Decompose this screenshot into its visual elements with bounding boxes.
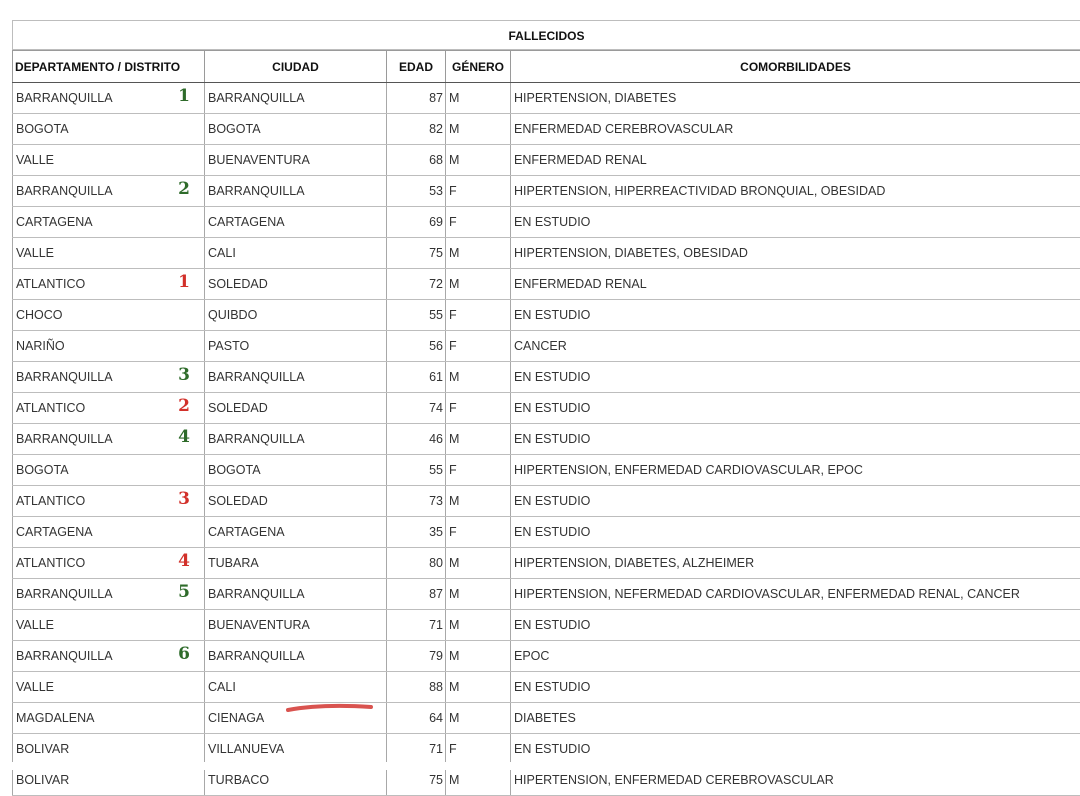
header-comorbilidades: COMORBILIDADES [511, 51, 1080, 83]
header-ciudad: CIUDAD [205, 51, 387, 83]
cell-ciudad: TURBACO [205, 765, 387, 796]
cell-departamento [13, 269, 205, 300]
departamento-label: CHOCO [16, 308, 63, 322]
handwritten-count-mark: 1 [178, 269, 190, 298]
handwritten-count-mark: 5 [178, 579, 190, 608]
table-row [13, 331, 1080, 362]
cell-comorbilidades: EN ESTUDIO [511, 734, 1080, 765]
cell-ciudad: BOGOTA [205, 455, 387, 486]
cell-edad: 68 [387, 145, 446, 176]
table-row [13, 238, 1080, 269]
cell-comorbilidades: EN ESTUDIO [511, 610, 1080, 641]
cell-genero: M [446, 362, 511, 393]
table-row [13, 672, 1080, 703]
table-row [13, 610, 1080, 641]
header-row [13, 51, 1080, 83]
cell-departamento [13, 145, 205, 176]
cell-ciudad: CIENAGA [205, 703, 387, 734]
table-row [13, 734, 1080, 765]
departamento-label: BOLIVAR [16, 773, 69, 787]
departamento-label: ATLANTICO [16, 494, 85, 508]
cell-ciudad: BARRANQUILLA [205, 641, 387, 672]
cell-genero: M [446, 703, 511, 734]
departamento-label: NARIÑO [16, 339, 65, 353]
cell-comorbilidades: EN ESTUDIO [511, 300, 1080, 331]
cell-edad: 71 [387, 734, 446, 765]
cell-genero: M [446, 765, 511, 796]
handwritten-count-mark: 1 [178, 83, 190, 112]
cell-genero: F [446, 734, 511, 765]
cell-ciudad: PASTO [205, 331, 387, 362]
cell-departamento [13, 548, 205, 579]
cell-edad: 69 [387, 207, 446, 238]
header-departamento: DEPARTAMENTO / DISTRITO [13, 51, 205, 83]
cell-edad: 79 [387, 641, 446, 672]
cell-departamento [13, 486, 205, 517]
departamento-label: BARRANQUILLA [16, 184, 113, 198]
cell-ciudad: CARTAGENA [205, 517, 387, 548]
table-row [13, 548, 1080, 579]
cell-edad: 87 [387, 579, 446, 610]
table-body [13, 83, 1080, 796]
cell-departamento [13, 83, 205, 114]
cell-departamento [13, 393, 205, 424]
departamento-label: ATLANTICO [16, 401, 85, 415]
cell-ciudad: BUENAVENTURA [205, 145, 387, 176]
departamento-label: ATLANTICO [16, 556, 85, 570]
cell-ciudad: BARRANQUILLA [205, 362, 387, 393]
table-row [13, 455, 1080, 486]
cell-departamento [13, 331, 205, 362]
cell-edad: 72 [387, 269, 446, 300]
table-row [13, 703, 1080, 734]
handwritten-count-mark: 2 [178, 176, 190, 205]
cell-genero: M [446, 548, 511, 579]
cell-genero: M [446, 83, 511, 114]
departamento-label: BARRANQUILLA [16, 649, 113, 663]
cell-genero: M [446, 641, 511, 672]
cell-departamento [13, 424, 205, 455]
table-row [13, 424, 1080, 455]
cell-comorbilidades: HIPERTENSION, DIABETES [511, 83, 1080, 114]
cell-edad: 71 [387, 610, 446, 641]
cell-departamento [13, 362, 205, 393]
table-row [13, 393, 1080, 424]
image-edge [0, 762, 1080, 770]
table-row [13, 207, 1080, 238]
cell-departamento [13, 114, 205, 145]
cell-comorbilidades: DIABETES [511, 703, 1080, 734]
departamento-label: VALLE [16, 246, 54, 260]
cell-genero: M [446, 238, 511, 269]
table-row [13, 517, 1080, 548]
cell-comorbilidades: HIPERTENSION, HIPERREACTIVIDAD BRONQUIAL, OBESIDAD [511, 176, 1080, 207]
cell-comorbilidades: EPOC [511, 641, 1080, 672]
spreadsheet [12, 20, 1080, 796]
cell-edad: 82 [387, 114, 446, 145]
cell-edad: 88 [387, 672, 446, 703]
cell-comorbilidades: EN ESTUDIO [511, 362, 1080, 393]
cell-ciudad: QUIBDO [205, 300, 387, 331]
table-row [13, 145, 1080, 176]
cell-departamento [13, 176, 205, 207]
cell-comorbilidades: ENFERMEDAD RENAL [511, 269, 1080, 300]
cell-ciudad: BARRANQUILLA [205, 83, 387, 114]
cell-departamento [13, 238, 205, 269]
cell-genero: F [446, 300, 511, 331]
departamento-label: BOLIVAR [16, 742, 69, 756]
cell-ciudad: CARTAGENA [205, 207, 387, 238]
cell-edad: 80 [387, 548, 446, 579]
cell-ciudad: TUBARA [205, 548, 387, 579]
deaths-table [12, 50, 1080, 796]
cell-comorbilidades: EN ESTUDIO [511, 672, 1080, 703]
cell-genero: M [446, 114, 511, 145]
cell-departamento [13, 579, 205, 610]
cell-edad: 75 [387, 238, 446, 269]
departamento-label: BARRANQUILLA [16, 432, 113, 446]
cell-departamento [13, 672, 205, 703]
handwritten-count-mark: 4 [178, 548, 190, 577]
departamento-label: BARRANQUILLA [16, 91, 113, 105]
table-row [13, 300, 1080, 331]
cell-ciudad: BARRANQUILLA [205, 579, 387, 610]
table-row [13, 486, 1080, 517]
cell-genero: F [446, 176, 511, 207]
cell-comorbilidades: HIPERTENSION, DIABETES, ALZHEIMER [511, 548, 1080, 579]
cell-edad: 46 [387, 424, 446, 455]
departamento-label: VALLE [16, 680, 54, 694]
departamento-label: BARRANQUILLA [16, 370, 113, 384]
cell-comorbilidades: EN ESTUDIO [511, 207, 1080, 238]
cell-genero: F [446, 207, 511, 238]
cell-comorbilidades: EN ESTUDIO [511, 424, 1080, 455]
cell-genero: M [446, 269, 511, 300]
cell-genero: M [446, 145, 511, 176]
cell-ciudad: SOLEDAD [205, 393, 387, 424]
cell-departamento [13, 703, 205, 734]
cell-edad: 61 [387, 362, 446, 393]
departamento-label: VALLE [16, 618, 54, 632]
cell-comorbilidades: EN ESTUDIO [511, 393, 1080, 424]
table-title: FALLECIDOS [12, 20, 1080, 50]
cell-comorbilidades: ENFERMEDAD CEREBROVASCULAR [511, 114, 1080, 145]
cell-edad: 74 [387, 393, 446, 424]
table-row [13, 269, 1080, 300]
departamento-label: ATLANTICO [16, 277, 85, 291]
departamento-label: BARRANQUILLA [16, 587, 113, 601]
cell-comorbilidades: CANCER [511, 331, 1080, 362]
table-row [13, 579, 1080, 610]
cell-genero: F [446, 393, 511, 424]
cell-genero: M [446, 579, 511, 610]
handwritten-count-mark: 6 [178, 641, 190, 670]
departamento-label: MAGDALENA [16, 711, 95, 725]
table-row [13, 176, 1080, 207]
header-edad: EDAD [387, 51, 446, 83]
cell-departamento [13, 300, 205, 331]
cell-edad: 64 [387, 703, 446, 734]
departamento-label: CARTAGENA [16, 215, 93, 229]
departamento-label: CARTAGENA [16, 525, 93, 539]
red-underline-annotation [285, 700, 377, 716]
departamento-label: VALLE [16, 153, 54, 167]
cell-departamento [13, 641, 205, 672]
handwritten-count-mark: 3 [178, 486, 190, 515]
handwritten-count-mark: 3 [178, 362, 190, 391]
cell-departamento [13, 517, 205, 548]
cell-ciudad: BOGOTA [205, 114, 387, 145]
cell-genero: F [446, 517, 511, 548]
cell-comorbilidades: HIPERTENSION, NEFERMEDAD CARDIOVASCULAR, ENFERMEDAD RENAL, CANCER [511, 579, 1080, 610]
cell-ciudad: SOLEDAD [205, 486, 387, 517]
cell-comorbilidades: ENFERMEDAD RENAL [511, 145, 1080, 176]
cell-ciudad: BUENAVENTURA [205, 610, 387, 641]
header-genero: GÉNERO [446, 51, 511, 83]
departamento-label: BOGOTA [16, 122, 69, 136]
cell-ciudad: BARRANQUILLA [205, 424, 387, 455]
cell-genero: F [446, 455, 511, 486]
cell-genero: F [446, 331, 511, 362]
cell-edad: 75 [387, 765, 446, 796]
cell-genero: M [446, 424, 511, 455]
cell-edad: 73 [387, 486, 446, 517]
cell-comorbilidades: HIPERTENSION, ENFERMEDAD CEREBROVASCULAR [511, 765, 1080, 796]
cell-ciudad: SOLEDAD [205, 269, 387, 300]
cell-genero: M [446, 486, 511, 517]
cell-edad: 55 [387, 455, 446, 486]
cell-comorbilidades: HIPERTENSION, DIABETES, OBESIDAD [511, 238, 1080, 269]
departamento-label: BOGOTA [16, 463, 69, 477]
cell-edad: 53 [387, 176, 446, 207]
cell-comorbilidades: EN ESTUDIO [511, 486, 1080, 517]
table-row [13, 114, 1080, 145]
cell-departamento [13, 734, 205, 765]
cell-departamento [13, 610, 205, 641]
table-row [13, 641, 1080, 672]
cell-edad: 87 [387, 83, 446, 114]
cell-departamento [13, 207, 205, 238]
cell-departamento [13, 455, 205, 486]
cell-edad: 55 [387, 300, 446, 331]
cell-ciudad: CALI [205, 238, 387, 269]
cell-comorbilidades: HIPERTENSION, ENFERMEDAD CARDIOVASCULAR, EPOC [511, 455, 1080, 486]
cell-genero: M [446, 610, 511, 641]
cell-ciudad: VILLANUEVA [205, 734, 387, 765]
handwritten-count-mark: 4 [178, 424, 190, 453]
cell-ciudad: CALI [205, 672, 387, 703]
cell-edad: 56 [387, 331, 446, 362]
cell-genero: M [446, 672, 511, 703]
cell-comorbilidades: EN ESTUDIO [511, 517, 1080, 548]
cell-ciudad: BARRANQUILLA [205, 176, 387, 207]
table-row [13, 83, 1080, 114]
table-row [13, 362, 1080, 393]
handwritten-count-mark: 2 [178, 393, 190, 422]
cell-edad: 35 [387, 517, 446, 548]
